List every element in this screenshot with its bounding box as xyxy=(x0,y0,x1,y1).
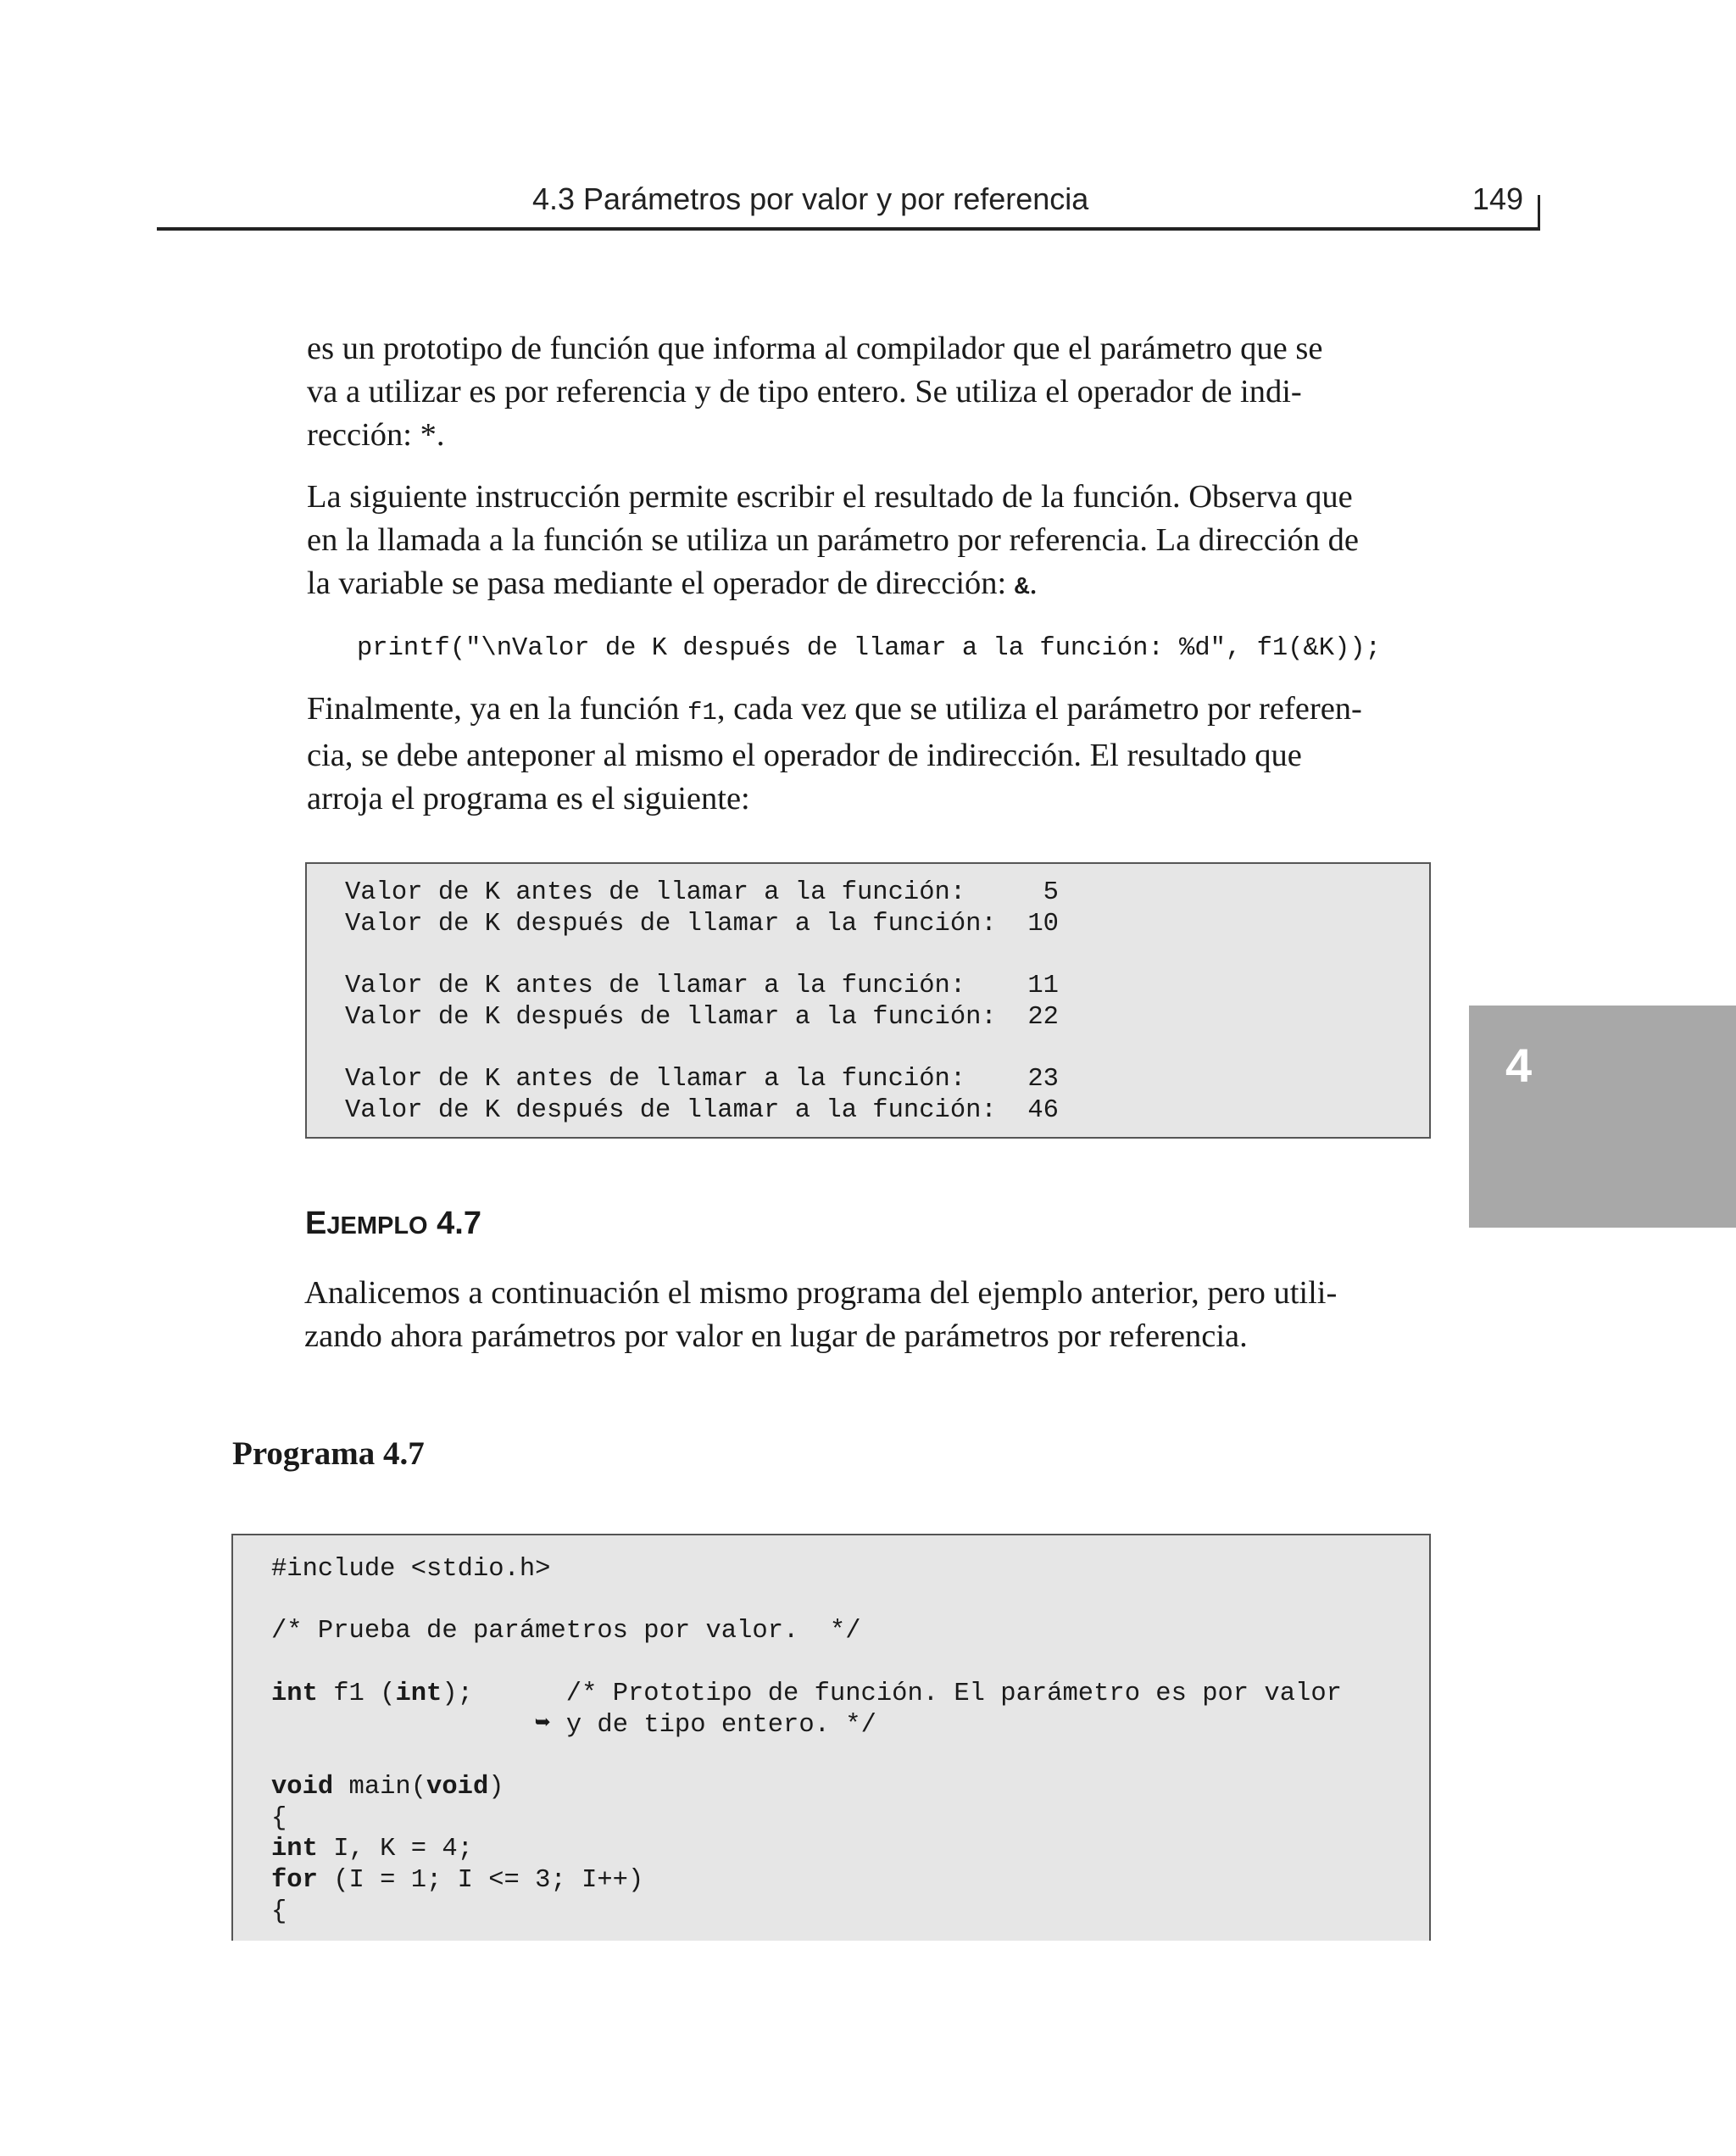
text-line: cia, se debe anteponer al mismo el operador de indirección. El resultado que xyxy=(307,738,1302,773)
text-line: es un prototipo de función que informa al compilador que el parámetro que se xyxy=(307,331,1323,366)
page-number: 149 xyxy=(1472,181,1523,216)
inline-code-f1: f1 xyxy=(687,699,717,727)
code-keyword: for xyxy=(271,1866,318,1896)
code-text: main( xyxy=(333,1772,427,1802)
header-rule-tick xyxy=(1538,195,1540,231)
code-keyword: int xyxy=(271,1835,318,1864)
text-line: en la llamada a la función se utiliza un parámetro por referencia. La dirección de xyxy=(307,522,1360,558)
program-listing-box xyxy=(231,1534,1431,1941)
code-text: f1 ( xyxy=(317,1679,396,1708)
chapter-number: 4 xyxy=(1505,1039,1533,1092)
code-keyword: int xyxy=(271,1679,318,1708)
output-line: Valor de K después de llamar a la función: 22 xyxy=(345,1002,1059,1032)
example-cap: E xyxy=(305,1206,327,1241)
text-line: va a utilizar es por referencia y de tipo entero. Se utiliza el operador de indi- xyxy=(307,374,1302,409)
text-line: zando ahora parámetros por valor en lugar de parámetros por referencia. xyxy=(304,1318,1248,1354)
text-line: arroja el programa es el siguiente: xyxy=(307,781,750,816)
text-line: Analicemos a continuación el mismo programa del ejemplo anterior, pero utili- xyxy=(304,1275,1338,1311)
program-title: Programa 4.7 xyxy=(232,1435,425,1472)
output-line: Valor de K antes de llamar a la función: 11 xyxy=(345,972,1059,1001)
program-output-box xyxy=(305,862,1431,1139)
paragraph-prototype-explanation xyxy=(307,327,1426,457)
code-keyword: int xyxy=(395,1679,442,1708)
text-line: La siguiente instrucción permite escribir el resultado de la función. Observa que xyxy=(307,479,1353,515)
paragraph-result-intro xyxy=(307,688,1426,821)
chapter-tab xyxy=(1469,1006,1736,1228)
address-operator: & xyxy=(1014,573,1030,601)
running-head xyxy=(157,178,1540,231)
section-title: 4.3 Parámetros por valor y por referencia xyxy=(532,181,1089,216)
program-output xyxy=(345,877,1059,1127)
paragraph-instruction-explanation xyxy=(307,476,1426,609)
code-text: (I = 1; I <= 3; I++) xyxy=(317,1866,644,1896)
code-brace: { xyxy=(271,1897,287,1926)
text-line-part: , cada vez que se utiliza el parámetro por referen- xyxy=(716,691,1362,727)
code-brace: { xyxy=(271,1803,287,1833)
example-number: 4.7 xyxy=(427,1206,481,1241)
output-line: Valor de K después de llamar a la función: 46 xyxy=(345,1095,1059,1125)
program-listing xyxy=(271,1554,1342,1927)
code-keyword: void xyxy=(271,1772,334,1802)
code-text: I, K = 4; xyxy=(317,1835,473,1864)
text-line xyxy=(307,688,1426,734)
output-line: Valor de K antes de llamar a la función: 5 xyxy=(345,878,1059,907)
printf-code-line: printf("\nValor de K después de llamar a la función: %d", f1(&K)); xyxy=(357,634,1381,663)
code-comment: /* Prueba de parámetros por valor. */ xyxy=(271,1617,861,1646)
output-line: Valor de K antes de llamar a la función: 23 xyxy=(345,1065,1059,1095)
code-include: #include <stdio.h> xyxy=(271,1555,551,1584)
example-smallcaps: JEMPLO xyxy=(326,1212,428,1240)
code-keyword: void xyxy=(426,1772,489,1802)
text-line-part: la variable se pasa mediante el operador de dirección: xyxy=(307,565,1015,601)
paragraph-example-intro xyxy=(304,1272,1423,1358)
text-line: rección: *. xyxy=(307,417,445,453)
code-text: ); /* Prototipo de función. El parámetro es por valor xyxy=(442,1679,1342,1708)
code-continuation: ➥ y de tipo entero. */ xyxy=(271,1710,876,1740)
text-line-part: Finalmente, ya en la función xyxy=(307,691,688,727)
period: . xyxy=(1029,565,1038,601)
text-line xyxy=(307,562,1426,609)
code-text: ) xyxy=(488,1772,504,1802)
example-heading xyxy=(305,1202,481,1247)
output-line: Valor de K después de llamar a la función: 10 xyxy=(345,909,1059,939)
